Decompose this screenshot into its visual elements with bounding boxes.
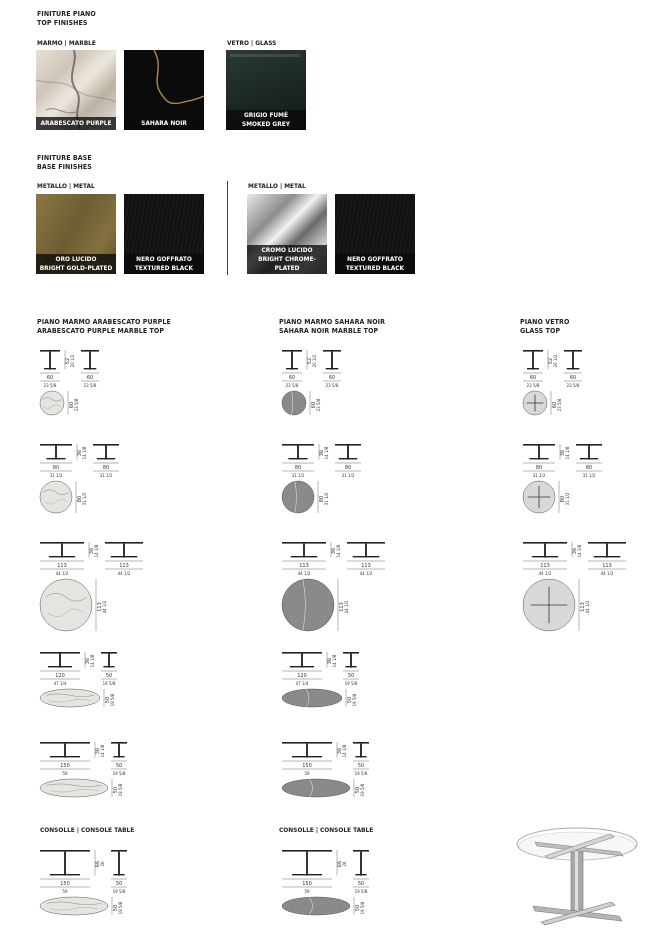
side-top xyxy=(111,742,127,744)
depth-cm: 113 xyxy=(580,602,586,612)
elevation-top xyxy=(282,542,326,544)
width-in: 23 5/8 xyxy=(285,383,299,388)
side-base xyxy=(113,874,124,875)
elevation-base xyxy=(529,458,548,459)
width-cm: 120 xyxy=(297,673,307,679)
metal-label-left: METALLO | METAL xyxy=(37,182,95,190)
width-in: 44 1/2 xyxy=(297,571,311,576)
side-base xyxy=(84,368,97,369)
side-width-cm: 50 xyxy=(357,763,365,769)
table-drawing-r5-c1 xyxy=(36,738,186,828)
plan-view-top xyxy=(282,779,350,797)
side-base xyxy=(339,458,357,459)
side-base xyxy=(580,458,598,459)
swatch-label xyxy=(124,254,204,274)
elevation-top xyxy=(523,542,567,544)
side-width-in: 23 5/8 xyxy=(83,383,97,388)
side-width-cm: 60 xyxy=(86,375,94,381)
side-top xyxy=(105,542,143,544)
width-in: 47 1/4 xyxy=(53,681,67,686)
side-width-in: 23 5/8 xyxy=(325,383,339,388)
metal-label-right: METALLO | METAL xyxy=(248,182,306,190)
width-cm: 150 xyxy=(60,763,70,769)
side-width-in: 19 5/8 xyxy=(112,771,126,776)
depth-in: 44 1/2 xyxy=(344,600,349,614)
elevation-top xyxy=(40,742,90,744)
swatch-label-line1: NERO GOFFRATO xyxy=(136,255,192,263)
elevation-top xyxy=(40,850,90,852)
elevation-column xyxy=(64,744,66,758)
side-width-in: 31 1/2 xyxy=(99,473,113,478)
table-drawing-r6-c1 xyxy=(36,846,186,936)
elevation-column xyxy=(303,544,305,558)
depth-in: 31 1/2 xyxy=(565,492,570,506)
width-in: 31 1/2 xyxy=(49,473,63,478)
elevation-base xyxy=(50,756,80,757)
side-column xyxy=(350,654,352,668)
table-3d-illustration xyxy=(515,826,640,926)
elevation-column xyxy=(301,654,303,668)
height-in: 14 1/8 xyxy=(82,446,87,460)
table-drawing-r2-c3 xyxy=(519,440,669,530)
side-base xyxy=(353,556,380,557)
side-width-cm: 60 xyxy=(569,375,577,381)
plan-view-top xyxy=(40,391,64,415)
height-in: 14 1/8 xyxy=(342,744,347,758)
side-width-cm: 50 xyxy=(357,881,365,887)
swatch-label xyxy=(36,254,116,274)
width-cm: 150 xyxy=(60,881,70,887)
elevation-top xyxy=(282,350,302,352)
swatch-label xyxy=(247,245,327,274)
base-finishes-title xyxy=(37,154,92,172)
depth-cm: 60 xyxy=(311,401,317,409)
swatch-label-line2: TEXTURED BLACK xyxy=(345,264,405,272)
elevation-top xyxy=(523,444,555,446)
swatch-oro-lucido[interactable] xyxy=(36,194,116,274)
side-base xyxy=(103,666,114,667)
plan-view-top xyxy=(282,897,350,915)
height-cm: 36 xyxy=(85,657,91,665)
elevation-base xyxy=(292,756,322,757)
elevation-base xyxy=(292,874,322,875)
side-top xyxy=(93,444,119,446)
height-cm: 52 xyxy=(548,357,554,365)
width-in: 47 1/4 xyxy=(295,681,309,686)
plan-view-top xyxy=(282,689,342,707)
glass-label: VETRO | GLASS xyxy=(227,39,277,47)
height-cm: 36 xyxy=(331,547,337,555)
table-drawing-r1-c2 xyxy=(278,346,428,436)
elevation-column xyxy=(532,352,534,370)
column-title-line1: PIANO VETRO xyxy=(520,318,570,326)
elevation-base xyxy=(527,368,539,369)
elevation-column xyxy=(55,446,57,460)
plan-view-top xyxy=(40,579,92,631)
side-top xyxy=(576,444,602,446)
width-cm: 113 xyxy=(57,563,67,569)
glass-reflection xyxy=(230,54,300,57)
side-base xyxy=(594,556,621,557)
table-drawing-r1-c1 xyxy=(36,346,186,436)
depth-in: 44 1/2 xyxy=(102,600,107,614)
width-cm: 60 xyxy=(46,375,54,381)
side-width-in: 44 1/2 xyxy=(600,571,614,576)
depth-in: 31 1/2 xyxy=(324,492,329,506)
width-in: 23 5/8 xyxy=(526,383,540,388)
height-cm: 36 xyxy=(560,449,566,457)
side-width-cm: 50 xyxy=(115,881,123,887)
height-cm: 52 xyxy=(65,357,71,365)
consolle-label-1: CONSOLLE | CONSOLE TABLE xyxy=(40,826,135,834)
swatch-label xyxy=(335,254,415,274)
depth-in: 19 5/8 xyxy=(118,783,123,797)
side-top xyxy=(343,652,359,654)
side-column xyxy=(365,544,367,558)
side-width-cm: 80 xyxy=(585,465,593,471)
swatch-label-line2: BRIGHT GOLD-PLATED xyxy=(39,264,113,272)
plan-view-top xyxy=(40,897,108,915)
depth-cm: 60 xyxy=(69,401,75,409)
swatch-nero-goffrato-2[interactable] xyxy=(335,194,415,274)
side-base xyxy=(345,666,356,667)
elevation-base xyxy=(286,368,298,369)
swatch-label-line1: ARABESCATO PURPLE xyxy=(40,119,112,127)
elevation-column xyxy=(544,544,546,558)
width-cm: 113 xyxy=(540,563,550,569)
depth-in: 19 5/8 xyxy=(352,693,357,707)
elevation-column xyxy=(306,744,308,758)
height-cm: 36 xyxy=(327,657,333,665)
side-width-cm: 113 xyxy=(361,563,371,569)
side-base xyxy=(567,368,580,369)
side-top xyxy=(323,350,341,352)
height-cm: 66 xyxy=(337,860,343,868)
depth-cm: 80 xyxy=(77,495,83,503)
table-drawing-r1-c3 xyxy=(519,346,669,436)
elevation-column xyxy=(291,352,293,370)
table-drawing-r2-c2 xyxy=(278,440,428,530)
depth-cm: 50 xyxy=(355,786,361,794)
side-top xyxy=(588,542,626,544)
side-top xyxy=(81,350,99,352)
elevation-column xyxy=(59,654,61,668)
width-in: 44 1/2 xyxy=(538,571,552,576)
side-width-cm: 60 xyxy=(328,375,336,381)
height-in: 20 1/2 xyxy=(553,354,558,368)
depth-in: 31 1/2 xyxy=(82,492,87,506)
elevation-column xyxy=(538,446,540,460)
depth-in: 19 5/8 xyxy=(360,783,365,797)
elevation-top xyxy=(40,350,60,352)
table-drawing-r4-c1 xyxy=(36,648,186,738)
depth-in: 23 5/8 xyxy=(557,398,562,412)
height-cm: 52 xyxy=(307,357,313,365)
side-top xyxy=(564,350,582,352)
depth-cm: 50 xyxy=(113,786,119,794)
height-cm: 36 xyxy=(89,547,95,555)
side-column xyxy=(118,744,120,758)
column-title-line1: PIANO MARMO ARABESCATO PURPLE xyxy=(37,318,171,326)
side-top xyxy=(101,652,117,654)
side-width-in: 31 1/2 xyxy=(582,473,596,478)
side-width-in: 19 5/8 xyxy=(102,681,116,686)
width-in: 59 xyxy=(304,771,310,776)
side-top xyxy=(111,850,127,852)
elevation-column xyxy=(49,352,51,370)
elevation-column xyxy=(64,852,66,876)
column-title-line2: SAHARA NOIR MARBLE TOP xyxy=(279,327,379,335)
width-cm: 60 xyxy=(529,375,537,381)
top-finishes-title-it: FINITURE PIANO xyxy=(37,10,96,18)
consolle-label-2: CONSOLLE | CONSOLE TABLE xyxy=(279,826,374,834)
side-base xyxy=(111,556,138,557)
swatch-label-line2: TEXTURED BLACK xyxy=(134,264,194,272)
width-cm: 150 xyxy=(302,881,312,887)
swatch-label-line1: SAHARA NOIR xyxy=(141,119,187,127)
side-width-in: 19 5/8 xyxy=(354,889,368,894)
height-cm: 36 xyxy=(572,547,578,555)
elevation-top xyxy=(40,542,84,544)
elevation-base xyxy=(44,368,56,369)
depth-in: 19 5/8 xyxy=(360,901,365,915)
side-width-in: 19 5/8 xyxy=(354,771,368,776)
swatch-label-line1: NERO GOFFRATO xyxy=(347,255,403,263)
depth-cm: 80 xyxy=(319,495,325,503)
side-column xyxy=(123,544,125,558)
depth-in: 44 1/2 xyxy=(585,600,590,614)
side-base xyxy=(355,756,366,757)
side-column xyxy=(89,352,91,370)
table-drawing-r6-c2 xyxy=(278,846,428,936)
elevation-top xyxy=(282,850,332,852)
swatch-label-line1: ORO LUCIDO xyxy=(55,255,97,263)
side-column xyxy=(118,852,120,876)
elevation-top xyxy=(282,652,322,654)
swatch-label-line1: GRIGIO FUMÉ xyxy=(243,111,288,119)
depth-in: 23 5/8 xyxy=(74,398,79,412)
side-top xyxy=(353,850,369,852)
width-cm: 60 xyxy=(288,375,296,381)
table-drawing-r3-c2 xyxy=(278,538,428,628)
depth-cm: 50 xyxy=(355,904,361,912)
top-finishes-title xyxy=(37,10,96,28)
depth-cm: 113 xyxy=(97,602,103,612)
side-top xyxy=(353,742,369,744)
column-title-arabescato xyxy=(37,318,171,336)
side-width-cm: 113 xyxy=(602,563,612,569)
base-finishes-title-en: BASE FINISHES xyxy=(37,163,92,171)
base-finishes-title-it: FINITURE BASE xyxy=(37,154,92,162)
section-divider xyxy=(227,181,228,275)
swatch-nero-goffrato-1[interactable] xyxy=(124,194,204,274)
elevation-top xyxy=(40,652,80,654)
swatch-label-line1: CROMO LUCIDO xyxy=(261,246,313,254)
depth-cm: 60 xyxy=(552,401,558,409)
depth-cm: 50 xyxy=(105,696,111,704)
side-width-in: 44 1/2 xyxy=(359,571,373,576)
table-drawing-r3-c3 xyxy=(519,538,669,628)
column-title-line1: PIANO MARMO SAHARA NOIR xyxy=(279,318,386,326)
side-column xyxy=(588,446,590,460)
width-in: 31 1/2 xyxy=(532,473,546,478)
width-cm: 120 xyxy=(55,673,65,679)
swatch-grigio-fume[interactable] xyxy=(226,50,306,130)
elevation-top xyxy=(282,444,314,446)
plan-view-top xyxy=(40,481,72,513)
elevation-base xyxy=(291,556,317,557)
column-title-sahara xyxy=(279,318,385,336)
depth-cm: 50 xyxy=(347,696,353,704)
height-in: 26 xyxy=(342,861,347,867)
side-column xyxy=(572,352,574,370)
swatch-label xyxy=(36,117,116,130)
depth-cm: 80 xyxy=(560,495,566,503)
column-title-line2: GLASS TOP xyxy=(520,327,561,335)
width-cm: 80 xyxy=(52,465,60,471)
swatch-label-line2: BRIGHT CHROME-PLATED xyxy=(258,255,316,272)
height-in: 20 1/2 xyxy=(70,354,75,368)
swatch-label xyxy=(124,117,204,130)
column-title-glass xyxy=(520,318,569,336)
side-width-in: 23 5/8 xyxy=(566,383,580,388)
elevation-base xyxy=(46,458,65,459)
marble-label: MARMO | MARBLE xyxy=(37,39,96,47)
side-column xyxy=(105,446,107,460)
width-cm: 80 xyxy=(294,465,302,471)
side-base xyxy=(355,874,366,875)
height-cm: 66 xyxy=(95,860,101,868)
elevation-column xyxy=(61,544,63,558)
width-cm: 80 xyxy=(535,465,543,471)
column-title-line2: ARABESCATO PURPLE MARBLE TOP xyxy=(37,327,165,335)
plan-view-top xyxy=(282,579,334,631)
table-drawing-r2-c1 xyxy=(36,440,186,530)
elevation-top xyxy=(282,742,332,744)
height-cm: 36 xyxy=(319,449,325,457)
side-column xyxy=(360,744,362,758)
side-top xyxy=(335,444,361,446)
height-in: 14 1/8 xyxy=(90,654,95,668)
width-in: 59 xyxy=(62,771,68,776)
side-base xyxy=(97,458,115,459)
height-in: 14 1/8 xyxy=(332,654,337,668)
swatch-label xyxy=(226,110,306,130)
side-column xyxy=(606,544,608,558)
height-cm: 36 xyxy=(337,747,343,755)
elevation-base xyxy=(49,556,75,557)
plan-view-top xyxy=(40,779,108,797)
height-in: 14 1/8 xyxy=(577,544,582,558)
height-cm: 36 xyxy=(77,449,83,457)
elevation-base xyxy=(532,556,558,557)
elevation-base xyxy=(288,458,307,459)
table-drawing-r5-c2 xyxy=(278,738,428,828)
plan-view-top xyxy=(282,391,306,415)
height-in: 14 1/8 xyxy=(336,544,341,558)
swatch-label-line2: SMOKED GREY xyxy=(242,120,290,128)
side-width-in: 19 5/8 xyxy=(344,681,358,686)
elevation-base xyxy=(50,874,80,875)
side-column xyxy=(108,654,110,668)
depth-in: 23 5/8 xyxy=(316,398,321,412)
side-column xyxy=(347,446,349,460)
width-cm: 150 xyxy=(302,763,312,769)
side-width-cm: 80 xyxy=(102,465,110,471)
depth-in: 19 5/8 xyxy=(110,693,115,707)
plan-view-top xyxy=(40,689,100,707)
height-in: 26 xyxy=(100,861,105,867)
depth-cm: 113 xyxy=(339,602,345,612)
side-column xyxy=(331,352,333,370)
width-cm: 113 xyxy=(299,563,309,569)
side-width-cm: 50 xyxy=(347,673,355,679)
side-width-cm: 80 xyxy=(344,465,352,471)
side-width-cm: 50 xyxy=(115,763,123,769)
elevation-base xyxy=(48,666,72,667)
side-top xyxy=(347,542,385,544)
depth-cm: 50 xyxy=(113,904,119,912)
height-in: 14 1/8 xyxy=(94,544,99,558)
side-width-in: 31 1/2 xyxy=(341,473,355,478)
width-in: 31 1/2 xyxy=(291,473,305,478)
top-finishes-title-en: TOP FINISHES xyxy=(37,19,88,27)
elevation-column xyxy=(306,852,308,876)
height-in: 20 1/2 xyxy=(312,354,317,368)
width-in: 59 xyxy=(304,889,310,894)
side-width-in: 44 1/2 xyxy=(117,571,131,576)
elevation-top xyxy=(523,350,543,352)
height-cm: 36 xyxy=(95,747,101,755)
height-in: 14 1/8 xyxy=(565,446,570,460)
height-in: 14 1/8 xyxy=(324,446,329,460)
swatch-arabescato-purple[interactable] xyxy=(36,50,116,130)
width-in: 59 xyxy=(62,889,68,894)
side-width-cm: 113 xyxy=(119,563,129,569)
elevation-top xyxy=(40,444,72,446)
depth-in: 19 5/8 xyxy=(118,901,123,915)
side-base xyxy=(326,368,339,369)
width-in: 44 1/2 xyxy=(55,571,69,576)
elevation-column xyxy=(297,446,299,460)
swatch-sahara-noir[interactable] xyxy=(124,50,204,130)
height-in: 14 1/8 xyxy=(100,744,105,758)
table-drawing-r4-c2 xyxy=(278,648,428,738)
plan-view-top xyxy=(282,481,314,513)
side-width-in: 19 5/8 xyxy=(112,889,126,894)
width-in: 23 5/8 xyxy=(43,383,57,388)
elevation-base xyxy=(290,666,314,667)
column-highlight xyxy=(575,852,578,910)
side-column xyxy=(360,852,362,876)
side-width-cm: 50 xyxy=(105,673,113,679)
swatch-cromo-lucido[interactable] xyxy=(247,194,327,274)
side-base xyxy=(113,756,124,757)
table-drawing-r3-c1 xyxy=(36,538,186,628)
